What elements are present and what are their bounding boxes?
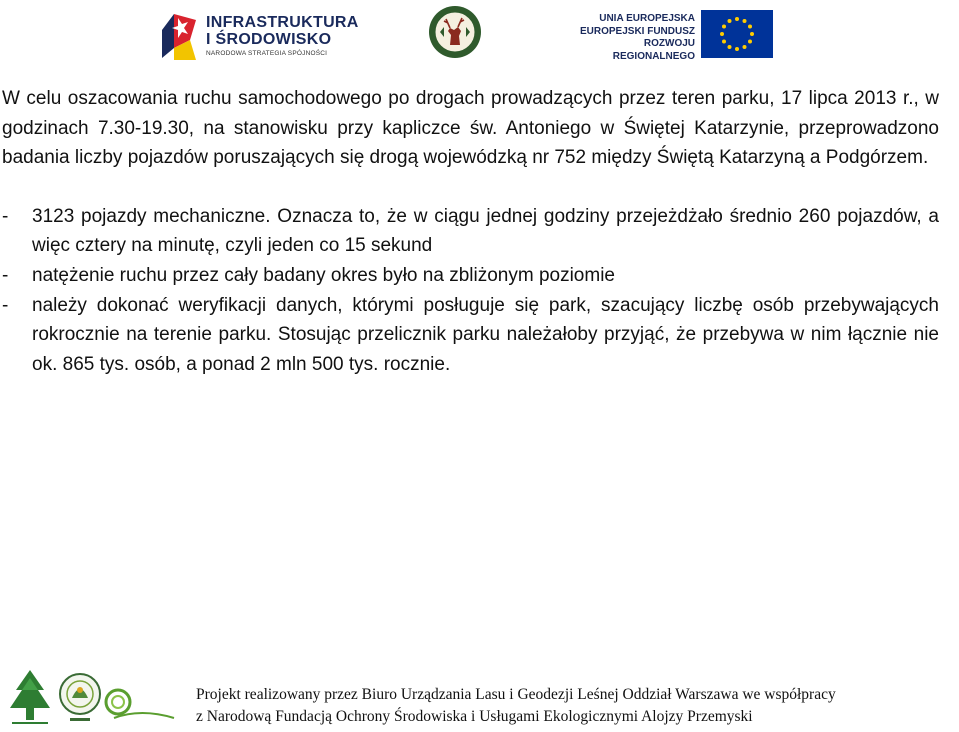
infra-logo-line2: I ŚRODOWISKO xyxy=(206,31,332,48)
infra-logo-line1: INFRASTRUKTURA xyxy=(206,14,359,31)
list-item xyxy=(2,261,939,291)
foundation-emblem-icon xyxy=(58,668,102,726)
infrastructure-flag-icon xyxy=(160,10,200,62)
eu-flag-icon xyxy=(701,10,773,58)
main-content xyxy=(2,84,939,379)
infra-logo-line3: NARODOWA STRATEGIA SPÓJNOŚCI xyxy=(206,50,328,57)
intro-paragraph: W celu oszacowania ruchu samochodowego po drogach prowadzących przez teren parku, 17 lipca 2013 r., w godzinach 7.30-19.30, na stanowisku przy kapliczce św. Antoniego w Świętej Katarzynie, przeprowadzono badania liczby pojazdów poruszających się drogą wojewódzką nr 752 między Świętą Katarzyną a Podgórzem. xyxy=(2,88,939,169)
list-item xyxy=(2,291,939,380)
bullet-dash: - xyxy=(2,205,9,227)
bullet-text: należy dokonać weryfikacji danych, którymi posługuje się park, szacujący liczbę osób przebywających rokrocznie na terenie parku. Stosując przelicznik parku należałoby przyjąć, że przebywa w nim łącznie nie ok. 865 tys. osób, a ponad 2 mln 500 tys. rocznie. xyxy=(32,294,939,375)
eu-logo-line2: EUROPEJSKI FUNDUSZ xyxy=(579,25,695,37)
bullet-dash: - xyxy=(2,264,9,286)
list-item xyxy=(2,202,939,261)
eu-logo-line1: UNIA EUROPEJSKA xyxy=(599,13,695,24)
bullet-dash: - xyxy=(2,294,9,316)
uslugi-ekologiczne-logo xyxy=(104,668,178,726)
header-logos xyxy=(0,0,959,72)
eu-logo-line3: ROZWOJU REGIONALNEGO xyxy=(612,38,695,62)
footer xyxy=(0,664,959,732)
bullet-text: natężenie ruchu przez cały badany okres było na zbliżonym poziomie xyxy=(32,264,615,286)
tree-logo-icon xyxy=(6,668,54,726)
deer-emblem-icon xyxy=(428,5,482,59)
uslugi-swirl-icon xyxy=(104,668,178,726)
eu-logo xyxy=(568,10,773,60)
findings-list xyxy=(2,202,939,380)
footer-line1: Projekt realizowany przez Biuro Urządzania Lasu i Geodezji Leśnej Oddział Warszawa we współpracy xyxy=(196,686,836,703)
footer-line2: z Narodową Fundacją Ochrony Środowiska i Usługami Ekologicznymi Alojzy Przemyski xyxy=(196,708,753,725)
infrastruktura-logo xyxy=(160,8,359,64)
bullet-text: 3123 pojazdy mechaniczne. Oznacza to, że w ciągu jednej godziny przejeżdżało średnio 260 pojazdów, a więc cztery na minutę, czyli jeden co 15 sekund xyxy=(32,205,939,257)
